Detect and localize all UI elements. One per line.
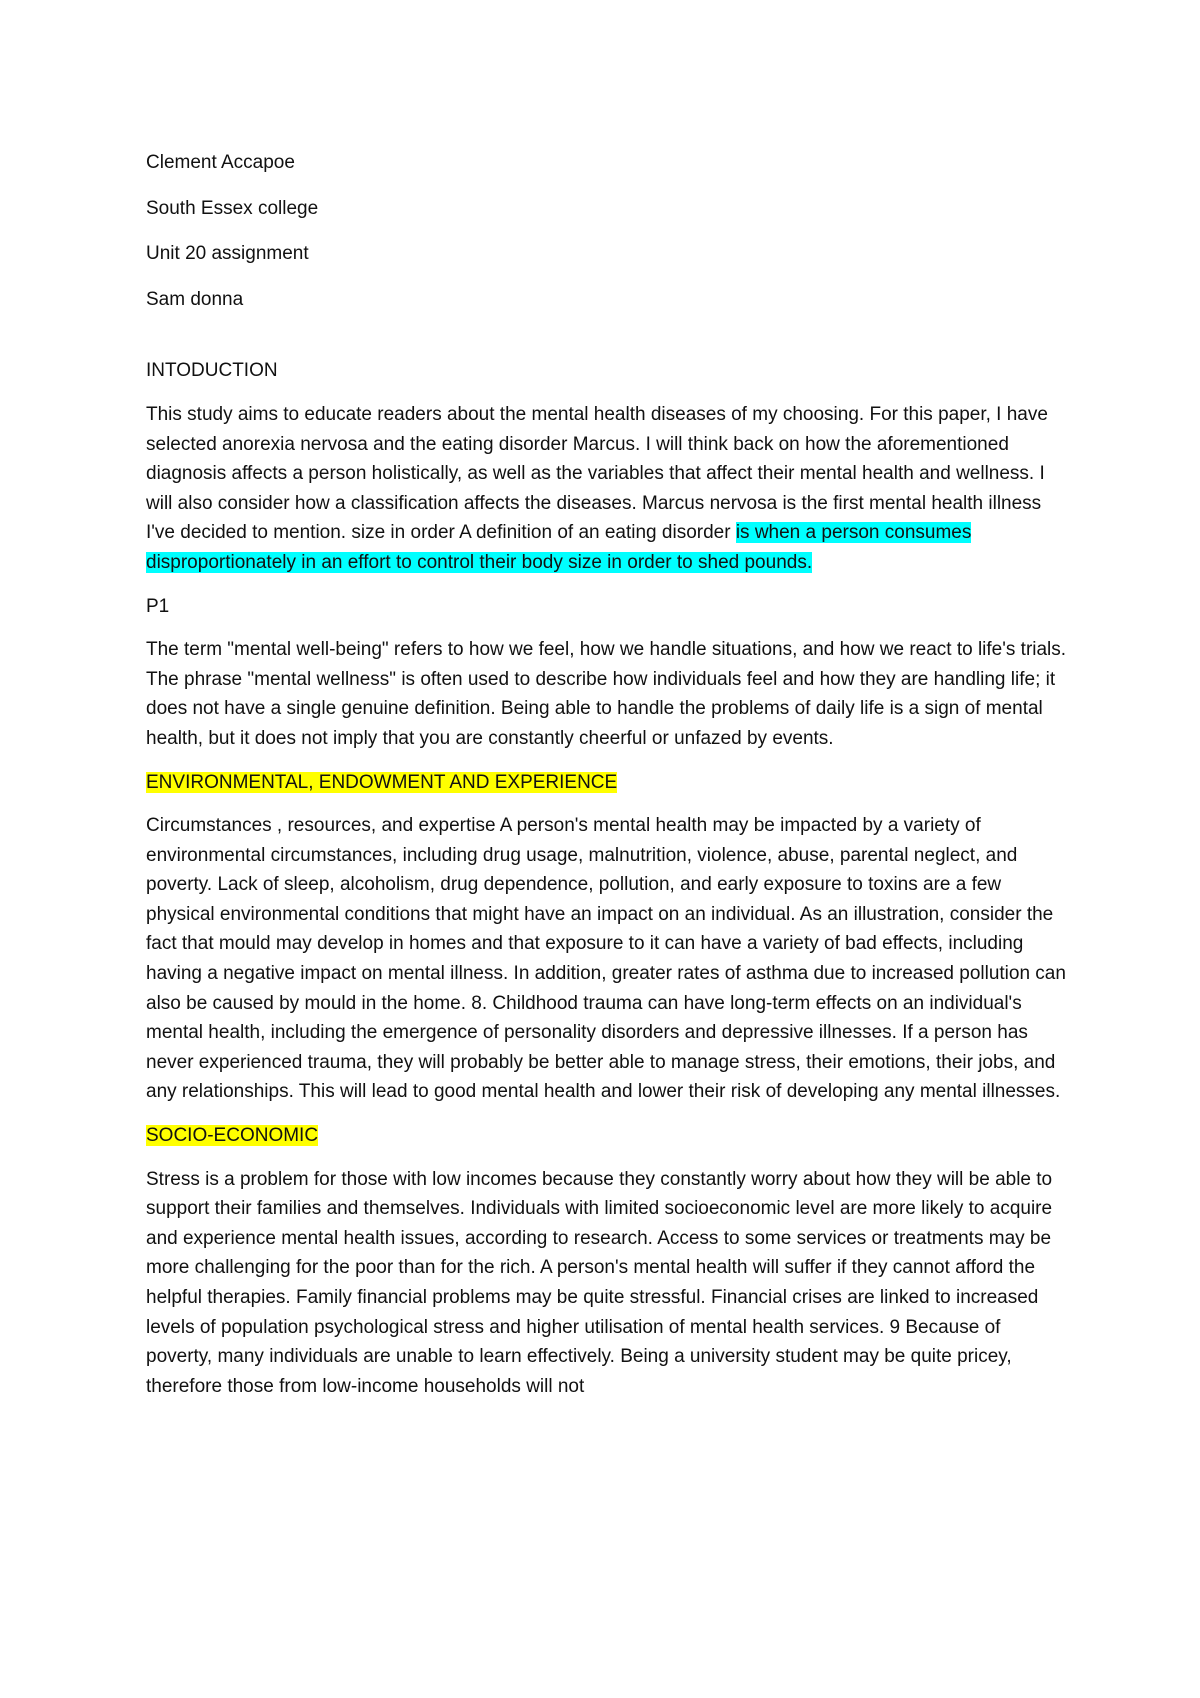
- tutor-name: Sam donna: [146, 288, 244, 310]
- college-name: South Essex college: [146, 197, 319, 219]
- document-body: [146, 148, 1068, 1415]
- introduction-paragraph: [146, 400, 1068, 578]
- introduction-heading: INTODUCTION: [146, 360, 278, 382]
- socio-economic-heading: SOCIO-ECONOMIC: [146, 1125, 319, 1147]
- environmental-heading-wrap: [146, 768, 1068, 798]
- socio-economic-heading-wrap: [146, 1121, 1068, 1151]
- p1-paragraph: The term "mental well-being" refers to how we feel, how we handle situations, and how we react to life's trials. The phrase "mental wellness" is often used to describe how individuals feel and how they are handling life; it does not have a single genuine definition. Being able to handle the problems of daily life is a sign of mental health, but it does not imply that you are constantly cheerful or unfazed by events.: [146, 639, 1067, 749]
- author-name: Clement Accapoe: [146, 152, 295, 173]
- unit-title: Unit 20 assignment: [146, 243, 309, 265]
- document-header: [146, 148, 1068, 314]
- introduction-highlighted-text: is when a person consumes disproportionately in an effort to control their body size in order to shed pounds.: [146, 522, 972, 573]
- p1-heading: P1: [146, 595, 170, 617]
- socio-economic-paragraph: Stress is a problem for those with low incomes because they constantly worry about how they will be able to support their families and themselves. Individuals with limited socioeconomic level are more likely to acquire and experience mental health issues, according to research. Access to some services or treatments may be more challenging for the poor than for the rich. A person's mental health will suffer if they cannot afford the helpful therapies. Family financial problems may be quite stressful. Financial crises are linked to increased levels of population psychological stress and higher utilisation of mental health services. 9 Because of poverty, many individuals are unable to learn effectively. Being a university student may be quite pricey, therefore those from low-income households will not: [146, 1168, 1053, 1397]
- introduction-text: This study aims to educate readers about the mental health diseases of my choosing. For this paper, I have selected anorexia nervosa and the eating disorder Marcus. I will think back on how the aforementioned diagnosis affects a person holistically, as well as the variables that affect their mental health and wellness. I will also consider how a classification affects the diseases. Marcus nervosa is the first mental health illness I've decided to mention. size in order A definition of an eating disorder: [146, 403, 1048, 544]
- environmental-paragraph: Circumstances , resources, and expertise A person's mental health may be impacted by a variety of environmental circumstances, including drug usage, malnutrition, violence, abuse, parental neglect, and poverty. Lack of sleep, alcoholism, drug dependence, pollution, and early exposure to toxins are a few physical environmental conditions that might have an impact on an individual. As an illustration, consider the fact that mould may develop in homes and that exposure to it can have a variety of bad effects, including having a negative impact on mental illness. In addition, greater rates of asthma due to increased pollution can also be caused by mould in the home. 8. Childhood trauma can have long-term effects on an individual's mental health, including the emergence of personality disorders and depressive illnesses. If a person has never experienced trauma, they will probably be better able to manage stress, their emotions, their jobs, and any relationships. This will lead to good mental health and lower their risk of developing any mental illnesses.: [146, 815, 1066, 1103]
- environmental-heading: ENVIRONMENTAL, ENDOWMENT AND EXPERIENCE: [146, 771, 618, 793]
